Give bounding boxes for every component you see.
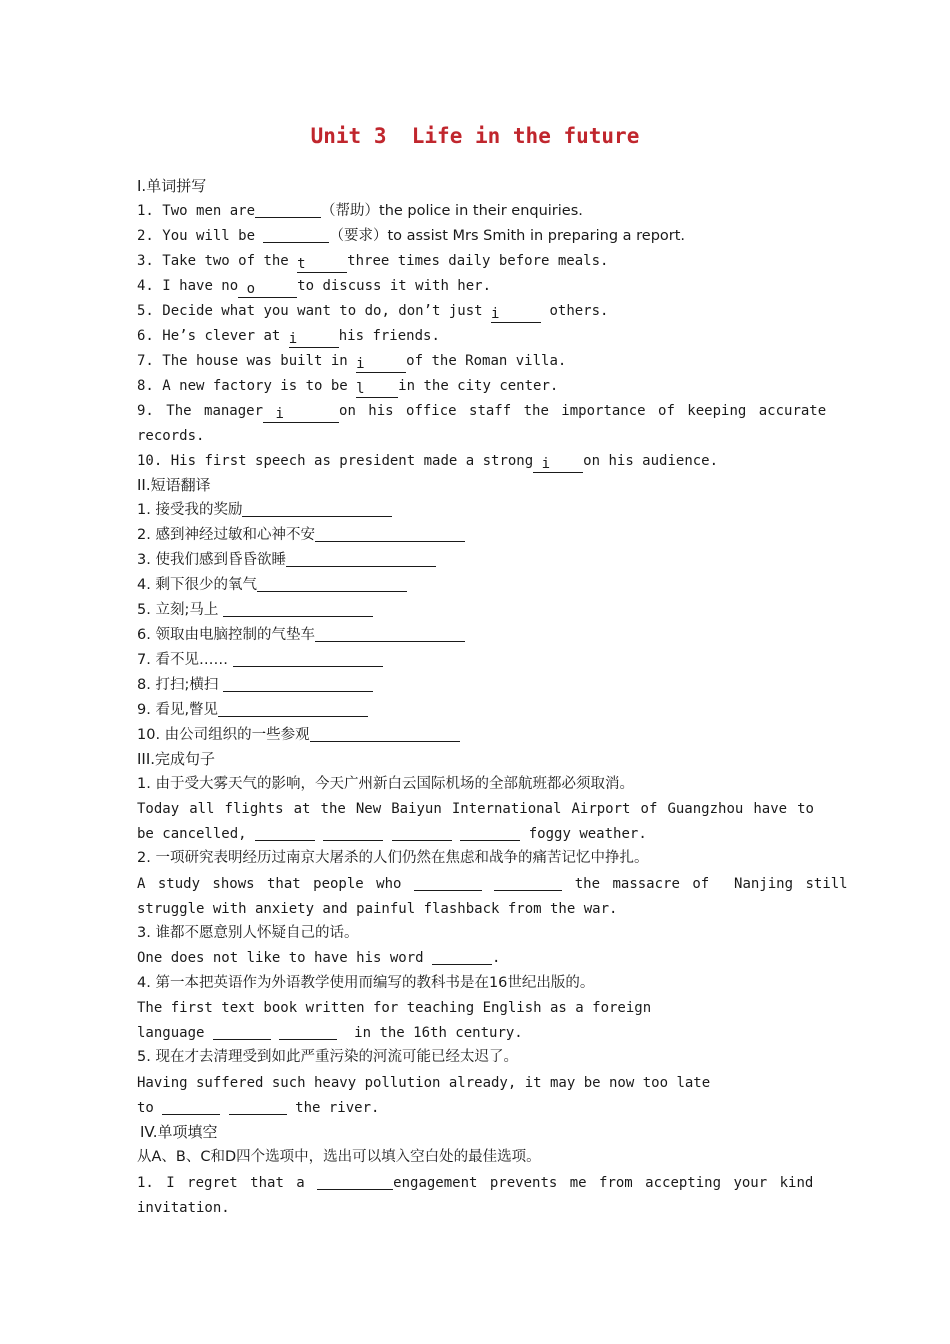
sentence-5-english-line1: Having suffered such heavy pollution already, it may be now too late: [137, 1075, 711, 1091]
sentence-4-english-line1: The first text book written for teaching English as a foreign: [137, 1000, 652, 1016]
section-heading-phrases: II.短语翻译: [137, 476, 211, 494]
phrase-item-8: 8. 打扫;横扫: [137, 673, 373, 698]
choice-question-1: 1. I regret that a engagement prevents me from accepting your kind: [137, 1175, 814, 1191]
spelling-item-4: 4. I have no o to discuss it with her.: [137, 278, 492, 297]
sentence-1-english-line1: Today all flights at the New Baiyun International Airport of Guangzhou have to: [137, 801, 814, 817]
section-heading-spelling: I.单词拼写: [137, 177, 207, 195]
phrase-item-2: 2. 感到神经过敏和心神不安: [137, 523, 465, 548]
spelling-item-6: 6. He’s clever at i his friends.: [137, 328, 440, 347]
choice-question-1-continued: invitation.: [137, 1200, 230, 1216]
section-heading-choice: IV.单项填空: [140, 1123, 218, 1141]
sentence-4-english-line2: language in the 16th century.: [137, 1025, 523, 1041]
sentence-2-english-line1: A study shows that people who the massacre of Nanjing still: [137, 876, 848, 892]
phrase-item-7: 7. 看不见……: [137, 648, 383, 673]
spelling-item-1: 1. Two men are （帮助）the police in their enquiries.: [137, 203, 583, 219]
sentence-2-chinese: 2. 一项研究表明经历过南京大屠杀的人们仍然在焦虑和战争的痛苦记忆中挣扎。: [137, 850, 649, 866]
spelling-item-9: 9. The manager i on his office staff the importance of keeping accurate: [137, 403, 827, 422]
sentence-5-chinese: 5. 现在才去清理受到如此严重污染的河流可能已经太迟了。: [137, 1049, 518, 1065]
sentence-4-chinese: 4. 第一本把英语作为外语教学使用而编写的教科书是在16世纪出版的。: [137, 975, 595, 991]
sentence-2-english-line2: struggle with anxiety and painful flashback from the war.: [137, 901, 618, 917]
spelling-item-2: 2. You will be （要求）to assist Mrs Smith in preparing a report.: [137, 228, 686, 244]
phrase-item-1: 1. 接受我的奖励: [137, 498, 392, 523]
spelling-item-10: 10. His first speech as president made a strong i on his audience.: [137, 453, 719, 472]
spelling-item-3: 3. Take two of the t three times daily before meals.: [137, 253, 609, 272]
section-heading-sentences: III.完成句子: [137, 750, 216, 768]
sentence-1-chinese: 1. 由于受大雾天气的影响，今天广州新白云国际机场的全部航班都必须取消。: [137, 776, 634, 792]
sentence-3-chinese: 3. 谁都不愿意别人怀疑自己的话。: [137, 925, 359, 941]
phrase-item-4: 4. 剩下很少的氧气: [137, 573, 407, 598]
page-title: Unit 3 Life in the future: [310, 124, 640, 148]
sentence-5-english-line2: to the river.: [137, 1100, 380, 1116]
sentence-3-english: One does not like to have his word .: [137, 950, 501, 966]
phrase-item-5: 5. 立刻;马上: [137, 598, 373, 623]
phrase-item-9: 9. 看见,瞥见: [137, 698, 368, 723]
spelling-item-9-continued: records.: [137, 428, 205, 444]
spelling-item-5: 5. Decide what you want to do, don’t just i others.: [137, 303, 609, 322]
phrase-item-3: 3. 使我们感到昏昏欲睡: [137, 548, 436, 573]
phrase-item-6: 6. 领取由电脑控制的气垫车: [137, 623, 465, 648]
phrase-item-10: 10. 由公司组织的一些参观: [137, 723, 460, 748]
choice-instructions: 从A、B、C和D四个选项中，选出可以填入空白处的最佳选项。: [137, 1149, 541, 1165]
sentence-1-english-line2: be cancelled, foggy weather.: [137, 826, 647, 842]
spelling-item-8: 8. A new factory is to be l in the city center.: [137, 378, 559, 397]
spelling-item-7: 7. The house was built in i of the Roman villa.: [137, 353, 567, 372]
